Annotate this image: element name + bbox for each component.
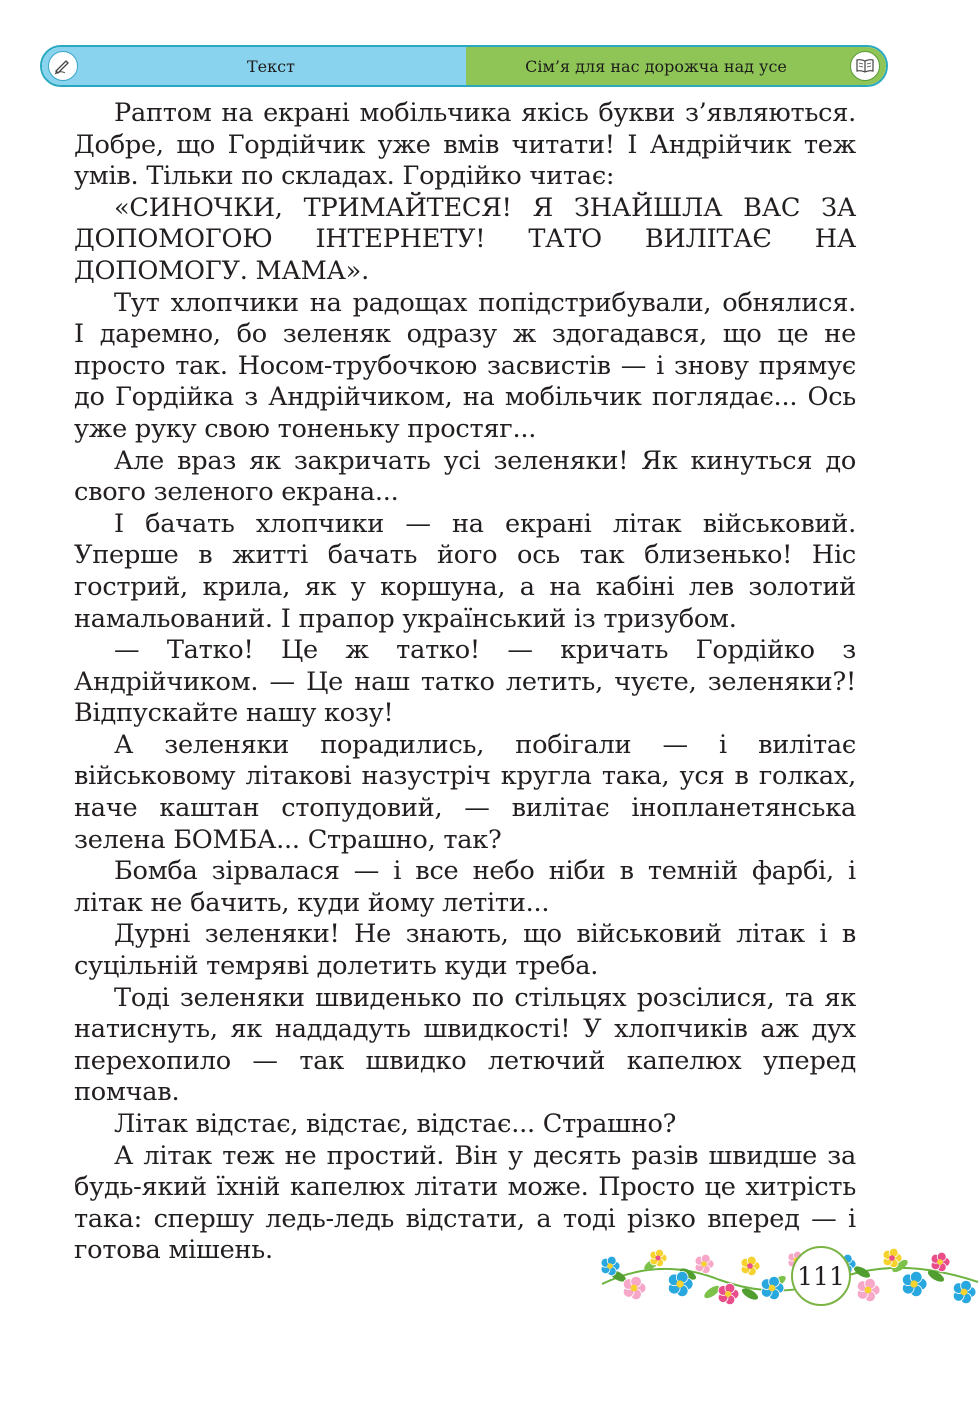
garland-flower: [953, 1280, 976, 1303]
paragraph: Літак відстає, відстає, відстає... Страшно?: [114, 1109, 677, 1139]
paragraph: Тоді зеленяки швиденько по стільцях розсілися, та як натиснуть, як наддадуть швидкості! У хлопчиків аж дух перехопило — так швидко летючий капелюх уперед помчав.: [74, 982, 856, 1108]
header-section-right: [466, 47, 886, 85]
garland-flower: [857, 1278, 880, 1301]
header-section-left: [42, 47, 466, 85]
paragraph: А літак теж не простий. Він у десять разів швидше за будь-який їхній капелюх літати може. Просто це хитрість така: спершу ледь-ледь відстати, а тоді різко вперед — і готова мішень.: [74, 1140, 856, 1266]
paragraph: — Татко! Це ж татко! — кричать Гордійко з Андрійчиком. — Це наш татко летить, чуєте, зеленяки?! Відпускайте нашу козу!: [74, 635, 856, 729]
paragraph: Але враз як закричать усі зеленяки! Як кинуться до свого зеленого екрана...: [74, 445, 856, 508]
garland-flower: [695, 1254, 714, 1273]
garland-flower: [902, 1271, 927, 1296]
page-header: [40, 45, 888, 87]
page-number: 111: [791, 1246, 851, 1306]
story-text: [74, 98, 856, 1267]
book-icon: [850, 51, 880, 81]
paragraph: Раптом на екрані мобільчика якісь букви з’являються. Добре, що Гордійчик уже вмів читати! І Андрійчик теж умів. Тільки по складах. Гордійко читає:: [74, 98, 856, 192]
paragraph: Бомба зірвалася — і все небо ніби в темній фарбі, і літак не бачить, куди йому летіти...: [74, 856, 856, 918]
flower-garland: [600, 1236, 980, 1316]
garland-flower: [650, 1249, 667, 1267]
header-left-label: Текст: [247, 56, 295, 76]
paragraph: А зеленяки порадились, побігали — і вилітає військовому літакові назустріч кругла така, уся в голках, наче каштан стопудовий, — вилітає інопланетянська зелена БОМБА... Страшно, так?: [74, 729, 856, 855]
garland-flower: [623, 1276, 646, 1299]
garland-flower: [718, 1283, 739, 1304]
header-right-label: Сім’я для нас дорожча над усе: [525, 56, 787, 76]
paragraph: І бачать хлопчики — на екрані літак військовий. Уперше в житті бачать його ось так близенько! Ніс гострий, крила, як у коршуна, а на кабіні лев золотий намальований. І прапор український із тризубом.: [74, 508, 856, 634]
garland-flower: [931, 1252, 950, 1271]
pen-icon: [48, 51, 78, 81]
paragraph: «СИНОЧКИ, ТРИМАЙТЕСЯ! Я ЗНАЙШЛА ВАС ЗА ДОПОМОГОЮ ІНТЕРНЕТУ! ТАТО ВИЛІТАЄ НА ДОПОМОГУ. МАМА».: [74, 192, 856, 286]
garland-flower: [741, 1256, 760, 1275]
paragraph: Тут хлопчики на радощах попідстрибували, обнялися. І даремно, бо зеленяк одразу ж здогадався, що це не просто так. Носом-трубочкою засвистів — і знову прямує до Гордійка з Андрійчиком, на мобільчик поглядає... Ось уже руку свою тоненьку простяг...: [74, 287, 856, 444]
paragraph: Дурні зеленяки! Не знають, що військовий літак і в суцільній темряві долетить куди треба.: [74, 919, 856, 982]
